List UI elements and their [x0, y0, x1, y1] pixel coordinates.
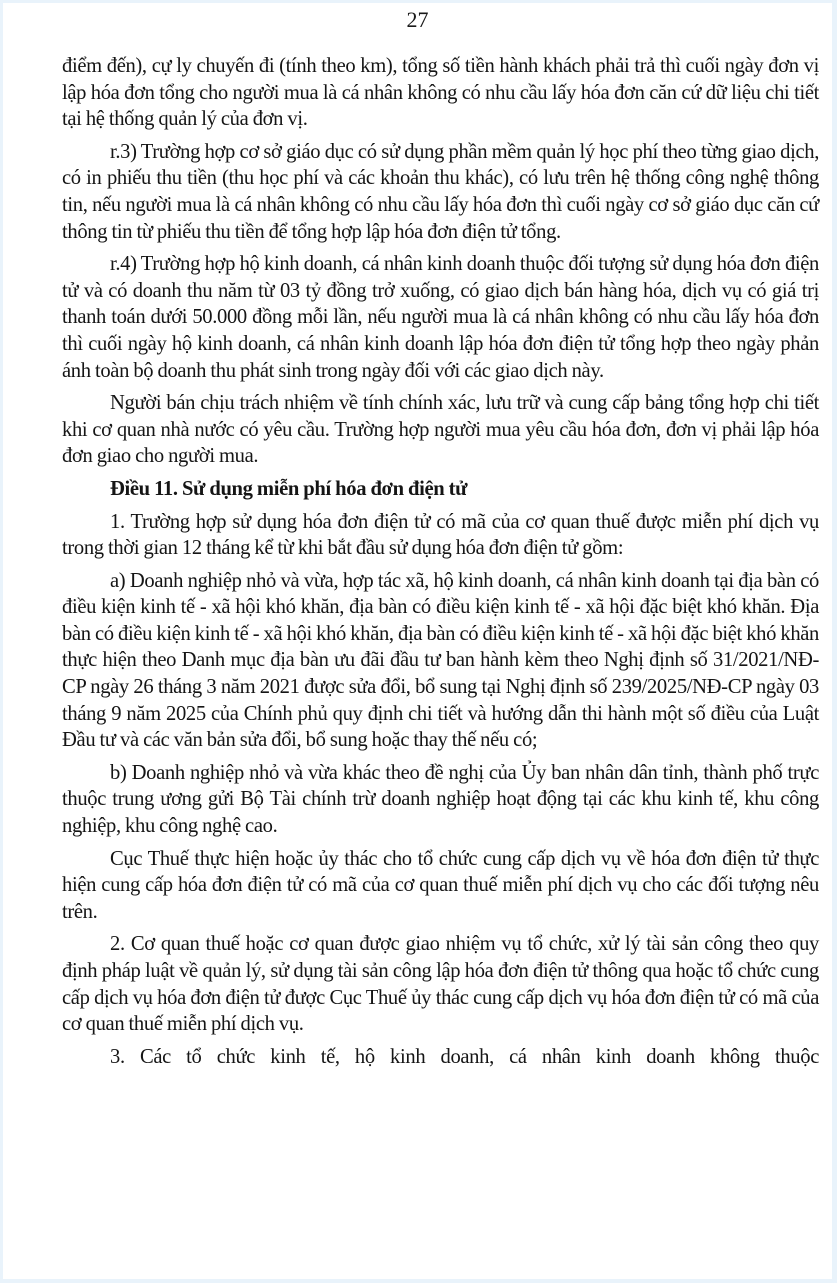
paragraph-seller-responsibility: Người bán chịu trách nhiệm về tính chính xác, lưu trữ và cung cấp bảng tổng hợp chi tiết khi cơ quan nhà nước có yêu cầu. Trường hợp người mua yêu cầu hóa đơn, đơn vị phải lập hóa đơn giao cho người mua.	[62, 392, 819, 468]
paragraph-item-2: 2. Cơ quan thuế hoặc cơ quan được giao nhiệm vụ tổ chức, xử lý tài sản công theo quy định pháp luật về quản lý, sử dụng tài sản công lập hóa đơn điện tử thông qua hoặc tổ chức cung cấp dịch vụ hóa đơn điện tử được Cục Thuế ủy thác cung cấp dịch vụ hóa đơn điện tử có mã của cơ quan thuế miễn phí dịch vụ.	[62, 933, 819, 1036]
paragraph-item-1a: a) Doanh nghiệp nhỏ và vừa, hợp tác xã, hộ kinh doanh, cá nhân kinh doanh tại địa bàn có điều kiện kinh tế - xã hội khó khăn, địa bàn có điều kiện kinh tế - xã hội đặc biệt khó khăn. Địa bàn có điều kiện kinh tế - xã hội khó khăn, địa bàn có điều kiện kinh tế - xã hội đặc biệt khó khăn thực hiện theo Danh mục địa bàn ưu đãi đầu tư ban hành kèm theo Nghị định số 31/2021/NĐ-CP ngày 26 tháng 3 năm 2021 được sửa đổi, bổ sung tại Nghị định số 239/2025/NĐ-CP ngày 03 tháng 9 năm 2025 của Chính phủ quy định chi tiết và hướng dẫn thi hành một số điều của Luật Đầu tư và các văn bản sửa đổi, bổ sung hoặc thay thế nếu có;	[62, 569, 819, 752]
paragraph-continuation: điểm đến), cự ly chuyến đi (tính theo km), tổng số tiền hành khách phải trả thì cuối ngày đơn vị lập hóa đơn tổng cho người mua là cá nhân không có nhu cầu lấy hóa đơn căn cứ dữ liệu chi tiết tại hệ thống quản lý của đơn vị.	[62, 55, 819, 131]
heading-article-11: Điều 11. Sử dụng miễn phí hóa đơn điện tử	[110, 477, 468, 500]
paragraph-item-3: 3. Các tổ chức kinh tế, hộ kinh doanh, cá nhân kinh doanh không thuộc	[110, 1045, 819, 1068]
document-page	[3, 3, 832, 1279]
document-body	[62, 53, 819, 1076]
paragraph-r3: r.3) Trường hợp cơ sở giáo dục có sử dụng phần mềm quản lý học phí theo từng giao dịch, có in phiếu thu tiền (thu học phí và các khoản thu khác), có lưu trên hệ thống công nghệ thông tin, nếu người mua là cá nhân không có nhu cầu lấy hóa đơn thì cuối ngày cơ sở giáo dục căn cứ thông tin từ phiếu thu tiền để tổng hợp lập hóa đơn điện tử tổng.	[62, 140, 819, 243]
paragraph-item-1b: b) Doanh nghiệp nhỏ và vừa khác theo đề nghị của Ủy ban nhân dân tỉnh, thành phố trực thuộc trung ương gửi Bộ Tài chính trừ doanh nghiệp hoạt động tại các khu kinh tế, khu công nghiệp, khu công nghệ cao.	[62, 761, 819, 838]
paragraph-r4: r.4) Trường hợp hộ kinh doanh, cá nhân kinh doanh thuộc đối tượng sử dụng hóa đơn điện tử và có doanh thu năm từ 03 tỷ đồng trở xuống, có giao dịch bán hàng hóa, dịch vụ có giá trị thanh toán dưới 50.000 đồng mỗi lần, nếu người mua là cá nhân không có nhu cầu lấy hóa đơn thì cuối ngày hộ kinh doanh, cá nhân kinh doanh lập hóa đơn điện tử tổng hợp theo ngày phản ánh toàn bộ doanh thu phát sinh trong ngày đối với các giao dịch này.	[62, 253, 819, 382]
page-number: 27	[406, 7, 429, 32]
paragraph-tax-department: Cục Thuế thực hiện hoặc ủy thác cho tổ chức cung cấp dịch vụ về hóa đơn điện tử thực hiện cung cấp hóa đơn điện tử có mã của cơ quan thuế miễn phí dịch vụ cho các đối tượng nêu trên.	[62, 847, 819, 923]
paragraph-item-1: 1. Trường hợp sử dụng hóa đơn điện tử có mã của cơ quan thuế được miễn phí dịch vụ trong thời gian 12 tháng kể từ khi bắt đầu sử dụng hóa đơn điện tử gồm:	[62, 510, 819, 560]
